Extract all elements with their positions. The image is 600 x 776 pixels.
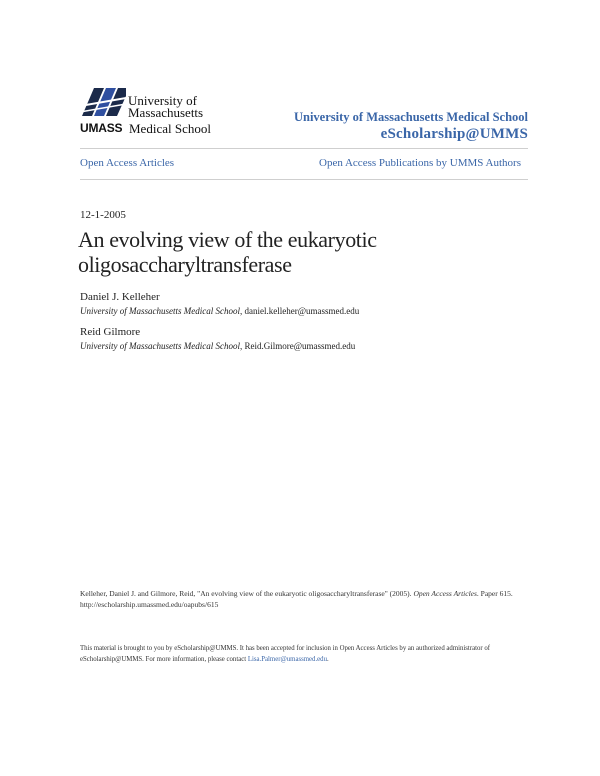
nav-open-access-publications[interactable]: Open Access Publications by UMMS Authors bbox=[319, 157, 521, 169]
footer-text: This material is brought to you by eScholarship@UMMS. It has been accepted for inclusion in Open Access Articles by an authorized administrator of eScholarship@UMMS. For more information, please contact bbox=[80, 645, 491, 663]
citation-text: Kelleher, Daniel J. and Gilmore, Reid, "An evolving view of the eukaryotic oligosaccharyltransferase" (2005). bbox=[80, 589, 414, 598]
footer-notice bbox=[80, 643, 532, 665]
logo-line2: Massachusetts bbox=[128, 105, 204, 120]
citation-paper: . Paper 615. bbox=[476, 589, 513, 598]
citation-url[interactable]: http://escholarship.umassmed.edu/oapubs/615 bbox=[80, 600, 219, 609]
author-affiliation bbox=[80, 306, 359, 316]
author-name: Daniel J. Kelleher bbox=[80, 291, 160, 303]
logo-university-text bbox=[128, 95, 203, 119]
umass-logo-icon bbox=[80, 86, 126, 120]
author-email: , daniel.kelleher@umassmed.edu bbox=[239, 306, 360, 316]
divider-top bbox=[80, 148, 528, 149]
logo-line1: University of bbox=[128, 93, 197, 108]
author-institution: University of Massachusetts Medical School bbox=[80, 306, 240, 316]
repository-header[interactable] bbox=[294, 110, 528, 143]
school-name[interactable]: University of Massachusetts Medical School bbox=[293, 110, 528, 124]
nav-open-access-articles[interactable]: Open Access Articles bbox=[80, 157, 175, 169]
logo-medical-school: Medical School bbox=[129, 121, 211, 136]
title-line1: An evolving view of the eukaryotic bbox=[78, 227, 377, 252]
article-title bbox=[78, 227, 508, 277]
author-email: , Reid.Gilmore@umassmed.edu bbox=[239, 341, 356, 351]
author-affiliation bbox=[80, 341, 355, 351]
contact-email-link[interactable]: Lisa.Palmer@umassmed.edu bbox=[247, 656, 327, 663]
citation-series: Open Access Articles bbox=[413, 589, 477, 598]
footer-end: . bbox=[326, 656, 329, 663]
citation-block bbox=[80, 588, 530, 610]
divider-nav bbox=[80, 179, 528, 180]
title-line2: oligosaccharyltransferase bbox=[78, 252, 292, 277]
publication-date: 12-1-2005 bbox=[80, 209, 126, 221]
umass-logo[interactable] bbox=[80, 86, 220, 136]
author-name: Reid Gilmore bbox=[80, 326, 141, 338]
logo-umass: UMASS bbox=[80, 121, 123, 135]
author-institution: University of Massachusetts Medical School bbox=[80, 341, 240, 351]
repository-name[interactable]: eScholarship@UMMS bbox=[380, 126, 528, 142]
